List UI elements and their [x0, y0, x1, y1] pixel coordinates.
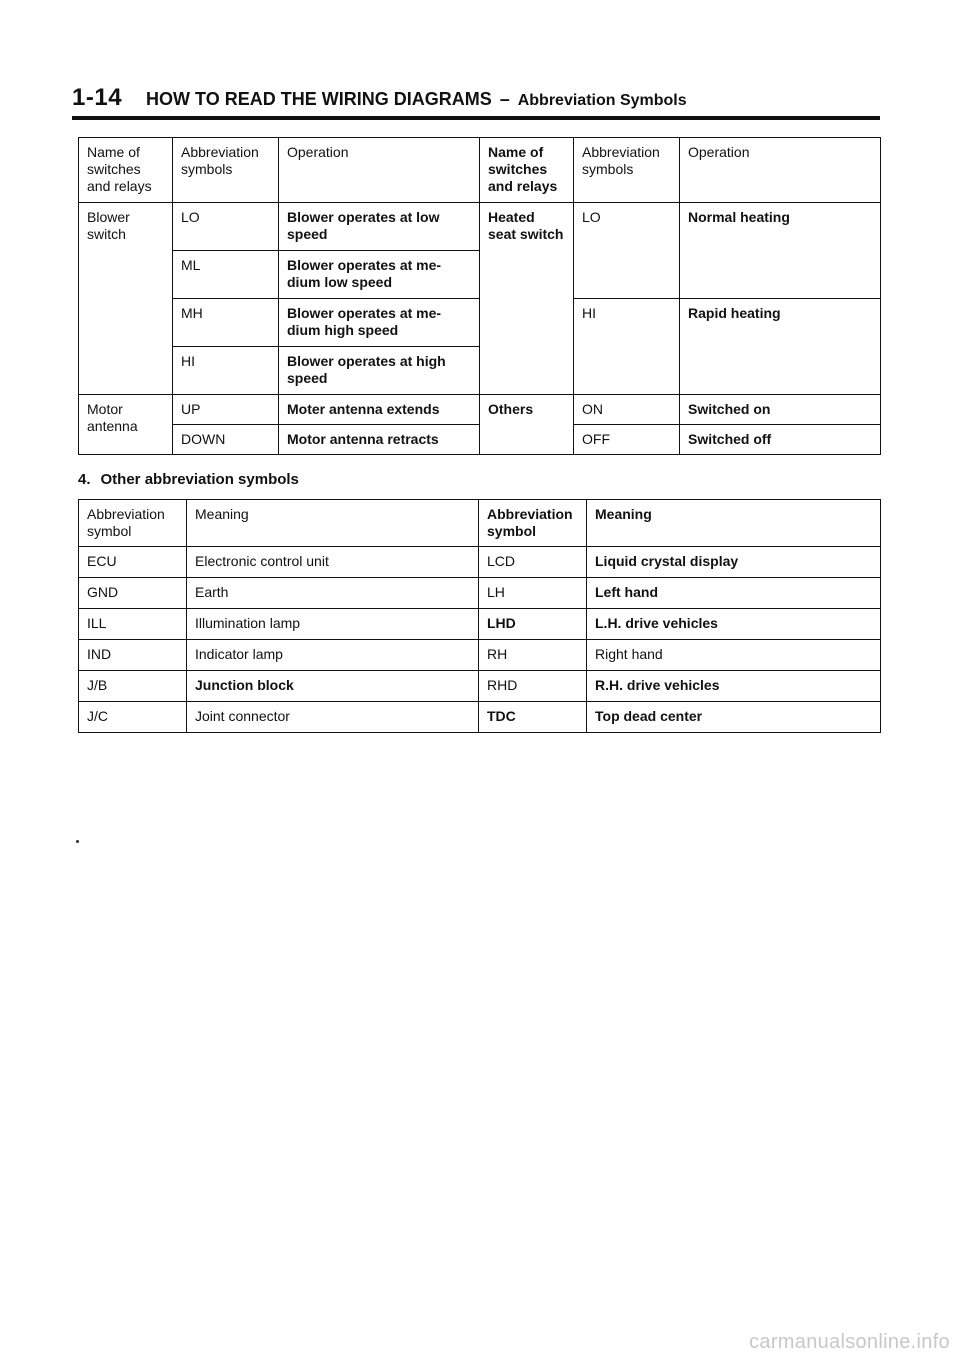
meaning-cell: Top dead center	[587, 702, 881, 733]
switch-abbreviation-table	[78, 137, 881, 455]
table-row	[79, 702, 881, 733]
meaning-cell: Indicator lamp	[187, 640, 479, 671]
section-title: Other abbreviation symbols	[100, 471, 299, 488]
abbreviation-cell: J/C	[79, 702, 187, 733]
table-row	[79, 395, 881, 425]
table-header-row	[79, 500, 881, 547]
operation-text: Blower operates at me-dium low speed	[279, 251, 480, 299]
switch-name: Others	[480, 395, 574, 455]
operation-text: Rapid heating	[680, 299, 881, 395]
switch-name: Heated seat switch	[480, 203, 574, 395]
operation-text: Switched on	[680, 395, 881, 425]
abbreviation-symbol: ML	[173, 251, 279, 299]
meaning-cell: Earth	[187, 578, 479, 609]
section-heading	[78, 471, 299, 488]
abbreviation-symbol: ON	[574, 395, 680, 425]
column-header: Abbreviation symbol	[479, 500, 587, 547]
abbreviation-cell: ECU	[79, 547, 187, 578]
operation-text: Blower operates at low speed	[279, 203, 480, 251]
operation-text: Normal heating	[680, 203, 881, 299]
operation-text: Blower operates at me-dium high speed	[279, 299, 480, 347]
table-row	[79, 203, 881, 251]
abbreviation-symbol: LO	[574, 203, 680, 299]
column-header: Name of switches and relays	[480, 138, 574, 203]
meaning-cell: Joint connector	[187, 702, 479, 733]
page-subtitle: Abbreviation Symbols	[517, 92, 687, 109]
meaning-cell: Illumination lamp	[187, 609, 479, 640]
page-header	[72, 84, 880, 120]
section-number: 4.	[78, 471, 91, 488]
abbreviation-cell: LCD	[479, 547, 587, 578]
abbreviation-cell: GND	[79, 578, 187, 609]
abbreviation-symbol: DOWN	[173, 425, 279, 455]
table-header-row	[79, 138, 881, 203]
column-header: Meaning	[587, 500, 881, 547]
operation-text: Blower operates at high speed	[279, 347, 480, 395]
page-number: 1-14	[72, 84, 123, 111]
meaning-cell: Junction block	[187, 671, 479, 702]
column-header: Abbreviation symbols	[574, 138, 680, 203]
column-header: Name of switches and relays	[79, 138, 173, 203]
table-row	[79, 671, 881, 702]
operation-text: Motor antenna retracts	[279, 425, 480, 455]
table-row	[79, 578, 881, 609]
operation-text: Moter antenna extends	[279, 395, 480, 425]
abbreviation-cell: J/B	[79, 671, 187, 702]
watermark: carmanualsonline.info	[749, 1331, 950, 1353]
meaning-cell: Liquid crystal display	[587, 547, 881, 578]
abbreviation-symbol: HI	[574, 299, 680, 395]
page-title: HOW TO READ THE WIRING DIAGRAMS	[146, 89, 492, 109]
column-header: Abbreviation symbols	[173, 138, 279, 203]
abbreviation-cell: RHD	[479, 671, 587, 702]
abbreviation-cell: ILL	[79, 609, 187, 640]
title-separator: –	[499, 89, 510, 109]
meaning-cell: Right hand	[587, 640, 881, 671]
scan-speck	[76, 840, 79, 843]
abbreviation-symbol: OFF	[574, 425, 680, 455]
abbreviation-cell: LH	[479, 578, 587, 609]
column-header: Abbreviation symbol	[79, 500, 187, 547]
abbreviation-cell: IND	[79, 640, 187, 671]
abbreviation-symbol: LO	[173, 203, 279, 251]
meaning-cell: Left hand	[587, 578, 881, 609]
abbreviation-symbol: HI	[173, 347, 279, 395]
abbreviation-cell: LHD	[479, 609, 587, 640]
abbreviation-cell: TDC	[479, 702, 587, 733]
switch-name: Motor antenna	[79, 395, 173, 455]
abbreviation-symbol: MH	[173, 299, 279, 347]
column-header: Meaning	[187, 500, 479, 547]
meaning-cell: Electronic control unit	[187, 547, 479, 578]
column-header: Operation	[279, 138, 480, 203]
abbreviation-cell: RH	[479, 640, 587, 671]
other-abbreviation-table	[78, 499, 881, 733]
meaning-cell: R.H. drive vehicles	[587, 671, 881, 702]
table-row	[79, 640, 881, 671]
table-row	[79, 547, 881, 578]
operation-text: Switched off	[680, 425, 881, 455]
abbreviation-symbol: UP	[173, 395, 279, 425]
switch-name: Blower switch	[79, 203, 173, 395]
column-header: Operation	[680, 138, 881, 203]
meaning-cell: L.H. drive vehicles	[587, 609, 881, 640]
table-row	[79, 609, 881, 640]
